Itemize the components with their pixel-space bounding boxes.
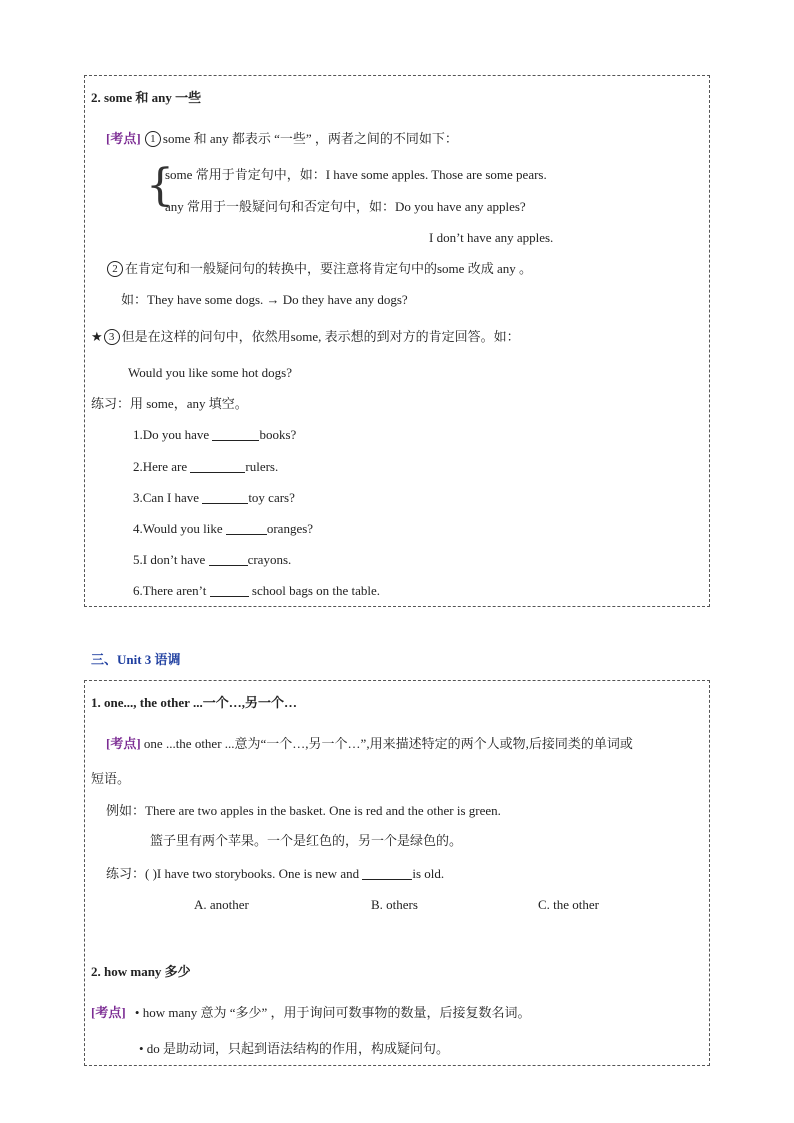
option-c[interactable]: C. the other [538,897,600,912]
point-3-example: Would you like some hot dogs? [128,365,292,380]
answer-blank[interactable] [209,553,248,566]
circled-number-2: 2 [107,261,123,277]
example-english: 例如：There are two apples in the basket. One is red and the other is green. [106,803,501,818]
exercise-text: crayons. [247,552,292,567]
star-icon: ★ [91,329,103,344]
answer-blank[interactable] [362,867,412,880]
exercise-text: 1.Do you have [133,427,213,442]
item1-text-cont: 短语。 [91,771,131,786]
section-heading-some-any: 2. some 和 any 一些 [91,90,202,105]
exercise-item [133,426,296,444]
answer-blank[interactable] [212,428,259,441]
example-chinese: 篮子里有两个苹果。一个是红色的，另一个是绿色的。 [150,833,463,848]
exercise-item [133,489,295,507]
point-3 [91,328,520,346]
exercise-item [133,551,291,569]
item2-point2: • do 是助动词，只起到语法结构的作用，构成疑问句。 [139,1041,450,1056]
point-1 [106,130,458,148]
item1-heading: 1. one..., the other ...一个…,另一个… [91,695,297,710]
exercise-item [133,520,313,538]
answer-blank[interactable] [190,460,245,473]
section-heading-unit3: 三、Unit 3 语调 [91,652,181,667]
circled-number-1: 1 [145,131,161,147]
practice-question [106,865,444,883]
practice-text: 练习：( )I have two storybooks. One is new and [106,866,363,881]
item1-text [106,735,633,753]
exercise-text: school bags on the table. [248,583,381,598]
usage-any-negative: I don’t have any apples. [429,230,554,245]
point-3-text: 但是在这样的问句中，依然用some, 表示想的到对方的肯定回答。如： [121,329,520,344]
practice-text-end: is old. [412,866,445,881]
exercise-item [133,582,380,600]
exercise-text: rulers. [245,459,279,474]
point-2-example: 如：They have some dogs. → Do they have any dogs? [121,292,408,307]
kaodian-tag: [考点] [91,1005,126,1020]
brace-icon: { [146,160,174,211]
exercise-text: 5.I don’t have [133,552,209,567]
kaodian-tag: [考点] [106,736,141,751]
circled-number-3: 3 [104,329,120,345]
item2-point1 [91,1004,531,1022]
point-1-text: some 和 any 都表示 “一些” ，两者之间的不同如下： [162,131,458,146]
exercise-item [133,458,278,476]
exercise-text: toy cars? [248,490,295,505]
exercise-text: 2.Here are [133,459,191,474]
item2-point1-text: • how many 意为 “多少” ，用于询问可数事物的数量，后接复数名词。 [134,1005,531,1020]
answer-blank[interactable] [226,522,267,535]
answer-blank[interactable] [202,491,248,504]
usage-any: any 常用于一般疑问句和否定句中，如：Do you have any apples? [165,199,526,214]
point-2-text: 在肯定句和一般疑问句的转换中，要注意将肯定句中的some 改成 any 。 [125,261,532,276]
point-2 [106,260,532,278]
exercise-text: oranges? [266,521,314,536]
item2-heading: 2. how many 多少 [91,964,191,979]
practice-title: 练习：用 some，any 填空。 [91,396,248,411]
kaodian-tag: [考点] [106,131,141,146]
item1-text-body: one ...the other ...意为“一个…,另一个…”,用来描述特定的两个人或物,后接同类的单词或 [143,736,633,751]
exercise-text: 3.Can I have [133,490,203,505]
option-a[interactable]: A. another [194,897,249,912]
exercise-text: books? [259,427,297,442]
option-b[interactable]: B. others [371,897,418,912]
exercise-text: 6.There aren’t [133,583,210,598]
answer-blank[interactable] [210,584,249,597]
usage-some: some 常用于肯定句中，如：I have some apples. Those are some pears. [165,167,547,182]
exercise-text: 4.Would you like [133,521,226,536]
